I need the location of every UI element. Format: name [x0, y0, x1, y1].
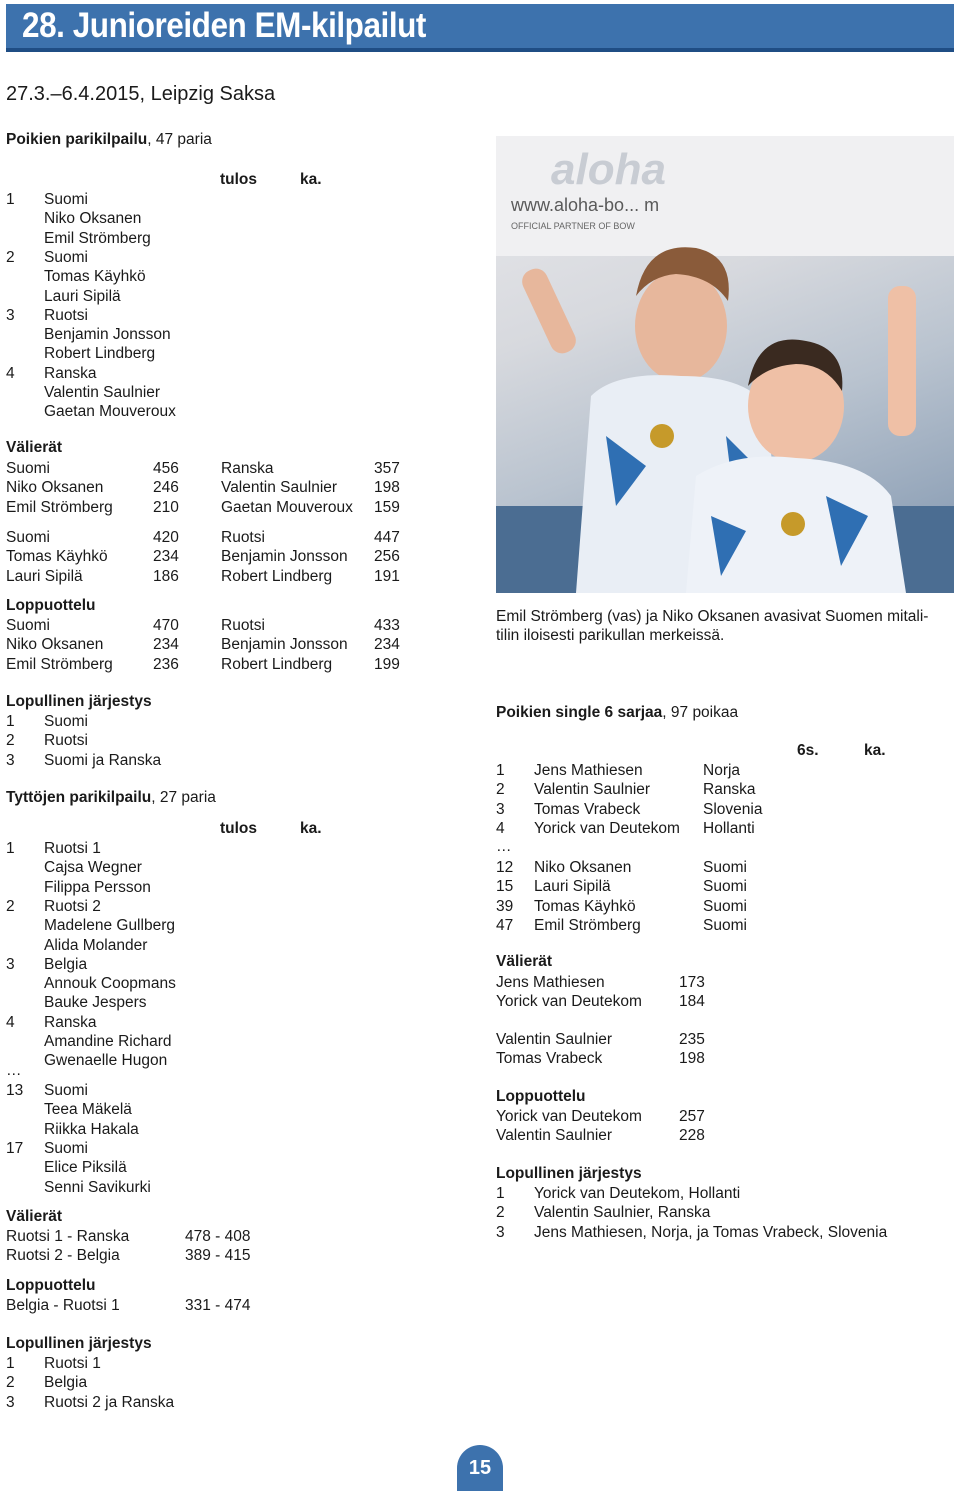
girls-pairs-table-cell-name: Annouk Coopmans — [44, 975, 176, 993]
girls-standing-cell-rank: 2 — [6, 1374, 15, 1392]
single-semis1-cell-score: 173 — [679, 974, 705, 991]
single-semis1-cell-player: Jens Mathiesen — [496, 974, 605, 991]
boys-pairs-table-cell-name: Lauri Sipilä — [44, 287, 121, 305]
boys-semis1-cell-away: Gaetan Mouveroux — [221, 498, 353, 516]
girls-pairs-table-cell-rank: 2 — [6, 897, 15, 915]
girls-pairs-table-cell-name: Madelene Gullberg — [44, 917, 175, 935]
boys-pairs-table-cell-rank: 4 — [6, 364, 15, 382]
girls-pairs-table2-cell-rank: 17 — [6, 1139, 24, 1157]
boys-pairs-table-cell-rank: 3 — [6, 306, 15, 324]
boys-final-cell-away: Robert Lindberg — [221, 655, 333, 673]
single-standing-cell-rank: 3 — [496, 1223, 505, 1241]
boys-single-title-bold: Poikien single 6 sarjaa — [496, 704, 663, 721]
single-table-cell-rank: 1 — [496, 762, 505, 779]
boys-semis2-cell-home: Lauri Sipilä — [6, 567, 83, 585]
boys-semis2-cell-away: Robert Lindberg — [221, 567, 333, 585]
single-table2-cell-name: Tomas Käyhkö — [534, 897, 636, 915]
boys-semis2-cell-away: Ruotsi — [221, 529, 265, 546]
photo-caption-line-2: tilin iloisesti parikullan merkeissä. — [496, 627, 725, 644]
boys-standing-cell-name: Suomi — [44, 713, 88, 730]
boys-pairs-col-result: tulos — [220, 171, 258, 188]
boys-standing-cell-rank: 3 — [6, 751, 15, 769]
boys-single-semis-title: Välierät — [496, 953, 553, 970]
girls-pairs-table-cell-name: Belgia — [44, 955, 88, 973]
boys-pairs-table-cell-name: Robert Lindberg — [44, 345, 156, 363]
boys-semis2-cell-away-score: 191 — [374, 567, 400, 585]
single-semis2-cell-score: 235 — [679, 1031, 705, 1048]
boys-pairs-table-cell-name: Suomi — [44, 191, 88, 208]
boys-pairs-title — [6, 131, 212, 149]
boys-pairs-table-cell-name: Ranska — [44, 364, 97, 382]
boys-standing-cell-rank: 2 — [6, 732, 15, 750]
girls-pairs-ellipsis: … — [6, 1062, 22, 1079]
girls-pairs-table2-cell-name: Suomi — [44, 1082, 88, 1099]
boys-final-cell-away: Benjamin Jonsson — [221, 636, 348, 654]
page-number: 15 — [457, 1445, 503, 1491]
single-final-cell-player: Yorick van Deutekom — [496, 1108, 642, 1125]
boys-semis1-cell-home: Niko Oksanen — [6, 479, 104, 497]
single-table2-cell-country: Suomi — [703, 859, 747, 876]
single-standing-cell-name: Valentin Saulnier, Ranska — [534, 1204, 711, 1222]
girls-pairs-semis-title: Välierät — [6, 1208, 63, 1225]
girls-final-cell-score: 331 - 474 — [185, 1297, 251, 1314]
single-table-cell-name: Valentin Saulnier — [534, 781, 651, 799]
girls-pairs-table-cell-rank: 4 — [6, 1013, 15, 1031]
photo-caption — [496, 607, 928, 645]
girls-pairs-table-cell-name: Gwenaelle Hugon — [44, 1052, 168, 1070]
girls-pairs-standing-title: Lopullinen järjestys — [6, 1335, 152, 1352]
single-table2-cell-rank: 47 — [496, 916, 514, 934]
boys-pairs-table-cell-name: Valentin Saulnier — [44, 384, 161, 401]
girls-semis-cell-match: Ruotsi 1 - Ranska — [6, 1228, 130, 1245]
single-table-cell-rank: 2 — [496, 781, 505, 799]
single-table-cell-rank: 4 — [496, 819, 505, 837]
single-table-cell-country: Hollanti — [703, 819, 755, 837]
single-table2-cell-name: Lauri Sipilä — [534, 878, 611, 896]
boys-semis2-cell-home-score: 234 — [153, 548, 179, 566]
boys-single-title — [496, 704, 738, 722]
girls-semis-cell-score: 389 - 415 — [185, 1247, 251, 1265]
girls-pairs-table-cell-name: Ruotsi 1 — [44, 840, 101, 857]
boys-final-cell-home-score: 236 — [153, 655, 179, 673]
boys-pairs-table-cell-name: Emil Strömberg — [44, 229, 151, 247]
boys-semis2-cell-home-score: 186 — [153, 567, 179, 585]
single-table-cell-name: Tomas Vrabeck — [534, 800, 641, 818]
girls-standing-cell-rank: 1 — [6, 1355, 15, 1372]
boys-semis1-cell-away-score: 198 — [374, 479, 400, 497]
single-table-cell-country: Ranska — [703, 781, 756, 799]
boys-semis1-cell-away: Ranska — [221, 460, 274, 477]
girls-pairs-table-cell-name: Alida Molander — [44, 936, 148, 954]
single-table2-cell-rank: 39 — [496, 897, 514, 915]
girls-pairs-final-title: Loppuottelu — [6, 1277, 96, 1294]
boys-single-standing-title: Lopullinen järjestys — [496, 1165, 642, 1182]
girls-pairs-table-cell-name: Ruotsi 2 — [44, 897, 101, 915]
boys-single-title-rest: , 97 poikaa — [662, 704, 739, 721]
boys-final-cell-away-score: 234 — [374, 636, 400, 654]
boys-final-cell-home: Emil Strömberg — [6, 655, 113, 673]
boys-pairs-col-avg: ka. — [300, 171, 322, 188]
boys-single-col-avg: ka. — [864, 742, 886, 759]
single-final-cell-score: 228 — [679, 1127, 705, 1145]
boys-pairs-table-cell-rank: 1 — [6, 191, 15, 208]
girls-standing-cell-name: Ruotsi 2 ja Ranska — [44, 1393, 175, 1411]
boys-semis1-cell-home: Emil Strömberg — [6, 498, 113, 516]
page-title: 28. Junioreiden EM-kilpailut — [22, 6, 426, 45]
single-table2-cell-name: Niko Oksanen — [534, 859, 632, 876]
girls-pairs-table-cell-name: Cajsa Wegner — [44, 859, 142, 877]
single-table2-cell-rank: 15 — [496, 878, 514, 896]
boys-pairs-final-title: Loppuottelu — [6, 597, 96, 614]
boys-final-cell-away-score: 199 — [374, 655, 400, 673]
boys-final-cell-home: Niko Oksanen — [6, 636, 104, 654]
boys-semis2-cell-home-score: 420 — [153, 529, 179, 546]
header-bar — [6, 4, 954, 52]
single-table-cell-name: Jens Mathiesen — [534, 762, 643, 779]
boys-final-cell-away-score: 433 — [374, 617, 400, 634]
boys-pairs-table-cell-rank: 2 — [6, 248, 15, 266]
girls-semis-cell-score: 478 - 408 — [185, 1228, 251, 1245]
team-photo — [496, 136, 954, 593]
boys-pairs-table-cell-name: Tomas Käyhkö — [44, 268, 146, 286]
single-semis2-cell-player: Valentin Saulnier — [496, 1031, 613, 1048]
girls-standing-cell-name: Ruotsi 1 — [44, 1355, 101, 1372]
boys-single-final-title: Loppuottelu — [496, 1088, 586, 1105]
single-table-cell-country: Slovenia — [703, 800, 763, 818]
girls-semis-cell-match: Ruotsi 2 - Belgia — [6, 1247, 120, 1265]
photo-caption-line-1: Emil Strömberg (vas) ja Niko Oksanen avasivat Suomen mitali- — [496, 608, 929, 625]
single-semis2-cell-player: Tomas Vrabeck — [496, 1050, 603, 1068]
girls-pairs-table-cell-name: Bauke Jespers — [44, 994, 147, 1012]
boys-single-col-6s: 6s. — [797, 742, 819, 759]
boys-pairs-table-cell-name: Ruotsi — [44, 306, 88, 324]
event-date: 27.3.–6.4.2015, Leipzig Saksa — [6, 83, 276, 105]
girls-pairs-table2-cell-name: Senni Savikurki — [44, 1178, 151, 1196]
girls-pairs-table-cell-rank: 1 — [6, 840, 15, 857]
boys-semis2-cell-home: Suomi — [6, 529, 50, 546]
boys-semis2-cell-away-score: 447 — [374, 529, 400, 546]
boys-semis1-cell-away-score: 159 — [374, 498, 400, 516]
single-standing-cell-name: Yorick van Deutekom, Hollanti — [534, 1185, 741, 1202]
girls-pairs-table2-cell-rank: 13 — [6, 1082, 24, 1099]
single-semis2-cell-score: 198 — [679, 1050, 705, 1068]
photo-banner-sub: OFFICIAL PARTNER OF BOW — [511, 221, 635, 231]
boys-pairs-standing-title: Lopullinen järjestys — [6, 693, 152, 710]
boys-pairs-table-cell-name: Niko Oksanen — [44, 210, 142, 228]
boys-semis1-cell-home: Suomi — [6, 460, 50, 477]
girls-pairs-col-result: tulos — [220, 820, 258, 837]
boys-standing-cell-name: Ruotsi — [44, 732, 88, 750]
girls-pairs-table2-cell-name: Riikka Hakala — [44, 1120, 139, 1138]
boys-semis1-cell-away: Valentin Saulnier — [221, 479, 338, 497]
girls-standing-cell-name: Belgia — [44, 1374, 88, 1392]
photo-banner-text: www.aloha-bo... m — [511, 195, 660, 215]
boys-pairs-table-cell-name: Benjamin Jonsson — [44, 326, 171, 344]
girls-pairs-table-cell-name: Ranska — [44, 1013, 97, 1031]
boys-pairs-title-rest: , 47 paria — [147, 131, 212, 148]
girls-pairs-title-bold: Tyttöjen parikilpailu — [6, 789, 152, 806]
single-semis1-cell-player: Yorick van Deutekom — [496, 993, 642, 1011]
boys-pairs-title-bold: Poikien parikilpailu — [6, 131, 148, 148]
girls-pairs-table-cell-name: Amandine Richard — [44, 1033, 172, 1050]
boys-semis1-cell-away-score: 357 — [374, 460, 400, 477]
boys-single-ellipsis: … — [496, 838, 512, 855]
girls-pairs-col-avg: ka. — [300, 820, 322, 837]
boys-semis1-cell-home-score: 246 — [153, 479, 179, 497]
boys-standing-cell-rank: 1 — [6, 713, 15, 730]
single-standing-cell-rank: 1 — [496, 1185, 505, 1202]
team-photo-illustration — [496, 136, 954, 593]
girls-pairs-table-cell-rank: 3 — [6, 955, 15, 973]
single-final-cell-score: 257 — [679, 1108, 705, 1125]
single-table2-cell-country: Suomi — [703, 878, 747, 896]
single-table2-cell-rank: 12 — [496, 859, 514, 876]
single-final-cell-player: Valentin Saulnier — [496, 1127, 613, 1145]
photo-sign-text: aloha — [551, 145, 666, 194]
boys-pairs-semis-title: Välierät — [6, 439, 63, 456]
girls-pairs-table2-cell-name: Teea Mäkelä — [44, 1101, 132, 1119]
girls-final-cell-match: Belgia - Ruotsi 1 — [6, 1297, 120, 1314]
girls-pairs-table2-cell-name: Elice Piksilä — [44, 1159, 127, 1177]
boys-semis2-cell-away: Benjamin Jonsson — [221, 548, 348, 566]
single-standing-cell-rank: 2 — [496, 1204, 505, 1222]
girls-pairs-title — [6, 789, 216, 807]
girls-standing-cell-rank: 3 — [6, 1393, 15, 1411]
boys-pairs-table-cell-name: Gaetan Mouveroux — [44, 403, 176, 421]
single-table-cell-country: Norja — [703, 762, 741, 779]
boys-pairs-table-cell-name: Suomi — [44, 248, 88, 266]
single-table2-cell-name: Emil Strömberg — [534, 916, 641, 934]
girls-pairs-title-rest: , 27 paria — [151, 789, 216, 806]
boys-final-cell-away: Ruotsi — [221, 617, 265, 634]
boys-semis2-cell-away-score: 256 — [374, 548, 400, 566]
single-semis1-cell-score: 184 — [679, 993, 705, 1011]
boys-semis2-cell-home: Tomas Käyhkö — [6, 548, 108, 566]
single-standing-cell-name: Jens Mathiesen, Norja, ja Tomas Vrabeck, Slovenia — [534, 1223, 888, 1241]
boys-semis1-cell-home-score: 456 — [153, 460, 179, 477]
single-table-cell-rank: 3 — [496, 800, 505, 818]
girls-pairs-table-cell-name: Filippa Persson — [44, 878, 151, 896]
single-table-cell-name: Yorick van Deutekom — [534, 819, 680, 837]
boys-semis1-cell-home-score: 210 — [153, 498, 179, 516]
boys-standing-cell-name: Suomi ja Ranska — [44, 751, 162, 769]
single-table2-cell-country: Suomi — [703, 916, 747, 934]
girls-pairs-table2-cell-name: Suomi — [44, 1139, 88, 1157]
boys-final-cell-home-score: 470 — [153, 617, 179, 634]
boys-final-cell-home-score: 234 — [153, 636, 179, 654]
boys-final-cell-home: Suomi — [6, 617, 50, 634]
single-table2-cell-country: Suomi — [703, 897, 747, 915]
